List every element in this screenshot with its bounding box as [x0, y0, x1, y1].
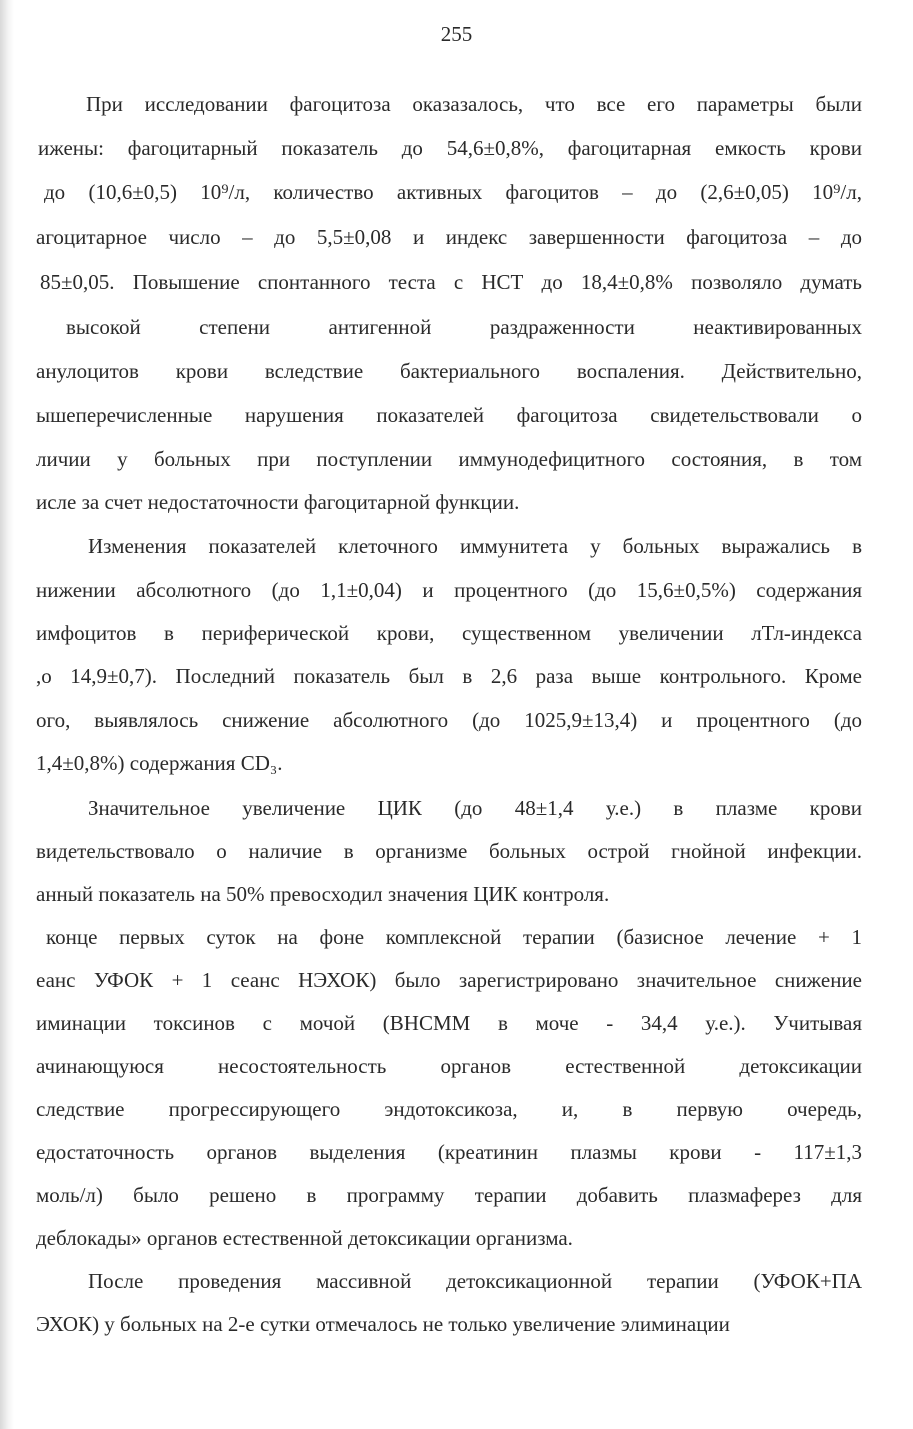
- text-line: 85±0,05. Повышение спонтанного теста с НСТ до 18,4±0,8% позволяло думать: [40, 270, 862, 294]
- text-line: исле за счет недостаточности фагоцитарной функции.: [36, 490, 520, 514]
- text-line: личии у больных при поступлении иммунодефицитного состояния, в том: [36, 447, 862, 471]
- text-line: анный показатель на 50% превосходил значения ЦИК контроля.: [36, 882, 610, 906]
- text-line: деблокады» органов естественной детоксикации организма.: [36, 1226, 573, 1250]
- text-line: После проведения массивной детоксикационной терапии (УФОК+ПА: [88, 1269, 862, 1293]
- text-line: до (10,6±0,5) 10⁹/л, количество активных фагоцитов – до (2,6±0,05) 10⁹/л,: [44, 180, 862, 204]
- text-line: еанс УФОК + 1 сеанс НЭХОК) было зарегистрировано значительное снижение: [36, 968, 862, 992]
- text-line: Значительное увеличение ЦИК (до 48±1,4 у.е.) в плазме крови: [88, 796, 862, 820]
- text-line: ЭХОК) у больных на 2-е сутки отмечалось не только увеличение элиминации: [36, 1312, 730, 1336]
- text-line: конце первых суток на фоне комплексной терапии (базисное лечение + 1: [46, 925, 862, 949]
- text-line: ачинающуюся несостоятельность органов естественной детоксикации: [36, 1054, 862, 1078]
- text-line: агоцитарное число – до 5,5±0,08 и индекс завершенности фагоцитоза – до: [36, 225, 862, 249]
- text-line: ,о 14,9±0,7). Последний показатель был в 2,6 раза выше контрольного. Кроме: [36, 664, 862, 688]
- text-line: ого, выявлялось снижение абсолютного (до 1025,9±13,4) и процентного (до: [36, 708, 862, 732]
- text-line: нижении абсолютного (до 1,1±0,04) и процентного (до 15,6±0,5%) содержания: [36, 578, 862, 602]
- text-line: анулоцитов крови вследствие бактериального воспаления. Действительно,: [36, 359, 862, 383]
- text-line: ышеперечисленные нарушения показателей фагоцитоза свидетельствовали о: [36, 403, 862, 427]
- text-line: ижены: фагоцитарный показатель до 54,6±0,8%, фагоцитарная емкость крови: [38, 136, 862, 160]
- text-line: моль/л) было решено в программу терапии добавить плазмаферез для: [36, 1183, 862, 1207]
- page-edge-shadow: [0, 0, 14, 1429]
- text-line: Изменения показателей клеточного иммунитета у больных выражались в: [88, 534, 862, 558]
- text-line: следствие прогрессирующего эндотоксикоза, и, в первую очередь,: [36, 1097, 862, 1121]
- page-number: 255: [440, 22, 473, 46]
- text-line: 1,4±0,8%) содержания CD₃.: [36, 751, 283, 775]
- text-line: имфоцитов в периферической крови, существенном увеличении лТл-индекса: [36, 621, 862, 645]
- text-line: видетельствовало о наличие в организме больных острой гнойной инфекции.: [36, 839, 862, 863]
- text-line: едостаточность органов выделения (креатинин плазмы крови - 117±1,3: [36, 1140, 862, 1164]
- text-line: При исследовании фагоцитоза оказазалось, что все его параметры были: [86, 92, 862, 116]
- text-line: иминации токсинов с мочой (ВНСММ в моче - 34,4 у.е.). Учитывая: [36, 1011, 862, 1035]
- text-line: высокой степени антигенной раздраженности неактивированных: [66, 315, 862, 339]
